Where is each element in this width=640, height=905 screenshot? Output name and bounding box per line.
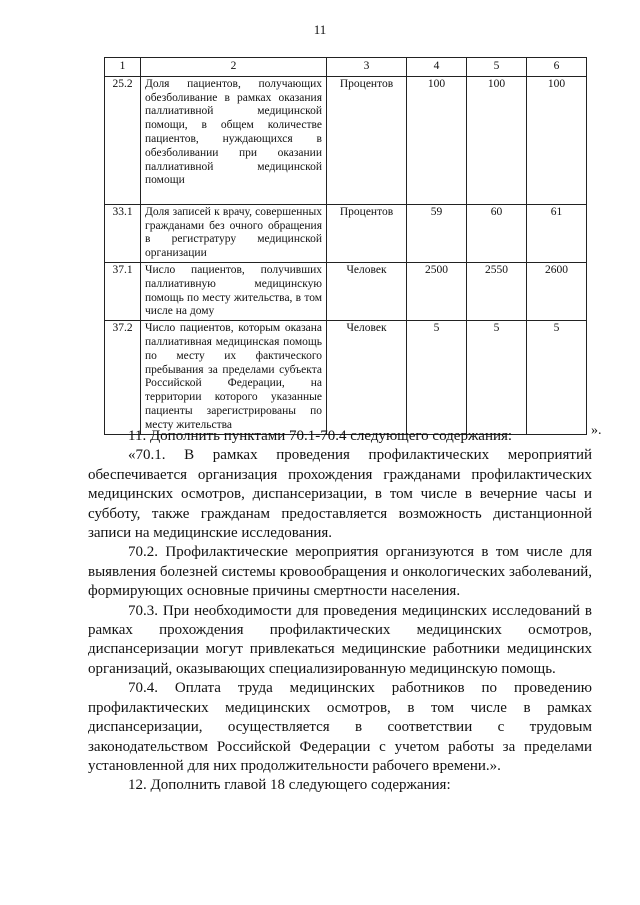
table-row (105, 76, 587, 204)
value-year-3: 5 (527, 321, 587, 434)
row-number: 37.1 (105, 262, 141, 320)
unit-of-measure: Человек (327, 321, 407, 434)
paragraph-70-2: 70.2. Профилактические мероприятия организуются в том числе для выявления болезней системы кровообращения и онкологических заболеваний, формирующих основные причины смертности населения. (88, 544, 592, 600)
row-number: 33.1 (105, 204, 141, 262)
value-year-1: 59 (407, 204, 467, 262)
value-year-2: 100 (467, 76, 527, 204)
table-row (105, 262, 587, 320)
paragraph-70-4: 70.4. Оплата труда медицинских работников по проведению профилактических медицинских осмотров, в том числе в рамках диспансеризации, осуществляется в соответствии с трудовым законодательством Российской Федерации с учетом работы за пределами установленной для них продолжительности рабочего времени.». (88, 680, 592, 774)
indicator-description: Число пациентов, получивших паллиативную медицинскую помощь по месту жительства, в том числе на дому (141, 262, 327, 320)
value-year-1: 100 (407, 76, 467, 204)
table-header-cell: 3 (327, 58, 407, 77)
table-header-cell: 1 (105, 58, 141, 77)
document-body (88, 427, 592, 796)
table-row (105, 321, 587, 434)
unit-of-measure: Человек (327, 262, 407, 320)
table-header-cell: 4 (407, 58, 467, 77)
page-number: 11 (313, 22, 327, 37)
value-year-2: 60 (467, 204, 527, 262)
paragraph-70-3: 70.3. При необходимости для проведения медицинских исследований в рамках прохождения профилактических медицинских осмотров, диспансеризации могут привлекаться медицинские работники медицинских организаций, оказывающих специализированную медицинскую помощь. (88, 602, 592, 677)
paragraph-item-11: 11. Дополнить пунктами 70.1-70.4 следующего содержания: (128, 428, 513, 444)
row-number: 37.2 (105, 321, 141, 434)
value-year-1: 5 (407, 321, 467, 434)
value-year-3: 2600 (527, 262, 587, 320)
value-year-3: 100 (527, 76, 587, 204)
table-row (105, 204, 587, 262)
value-year-2: 5 (467, 321, 527, 434)
indicators-table (104, 57, 587, 435)
table-closing-quote: ». (591, 423, 602, 438)
unit-of-measure: Процентов (327, 76, 407, 204)
value-year-2: 2550 (467, 262, 527, 320)
value-year-1: 2500 (407, 262, 467, 320)
paragraph-item-12: 12. Дополнить главой 18 следующего содержания: (128, 777, 451, 794)
indicator-description: Число пациентов, которым оказана паллиативная медицинская помощь по месту их фактического пребывания за пределами субъекта Российской Федерации, на территории которого указанные пациенты зарегистрированы по месту жительства (141, 321, 327, 434)
table-header-cell: 5 (467, 58, 527, 77)
table-header-row (105, 58, 587, 77)
indicator-description: Доля записей к врачу, совершенных гражданами без очного обращения в регистратуру медицинской организации (141, 204, 327, 262)
row-number: 25.2 (105, 76, 141, 204)
value-year-3: 61 (527, 204, 587, 262)
paragraph-70-1: «70.1. В рамках проведения профилактических мероприятий обеспечивается организация прохождения гражданами профилактических медицинских осмотров, диспансеризации, в том числе в вечерние часы и субботу, также гражданам предоставляется возможность дистанционной записи на медицинские исследования. (88, 447, 592, 542)
table-header-cell: 2 (141, 58, 327, 77)
table-header-cell: 6 (527, 58, 587, 77)
indicator-description: Доля пациентов, получающих обезболивание в рамках оказания паллиативной медицинской помощи, в общем количестве пациентов, нуждающихся в обезболивании при оказании паллиативной медицинской помощи (141, 76, 327, 204)
unit-of-measure: Процентов (327, 204, 407, 262)
